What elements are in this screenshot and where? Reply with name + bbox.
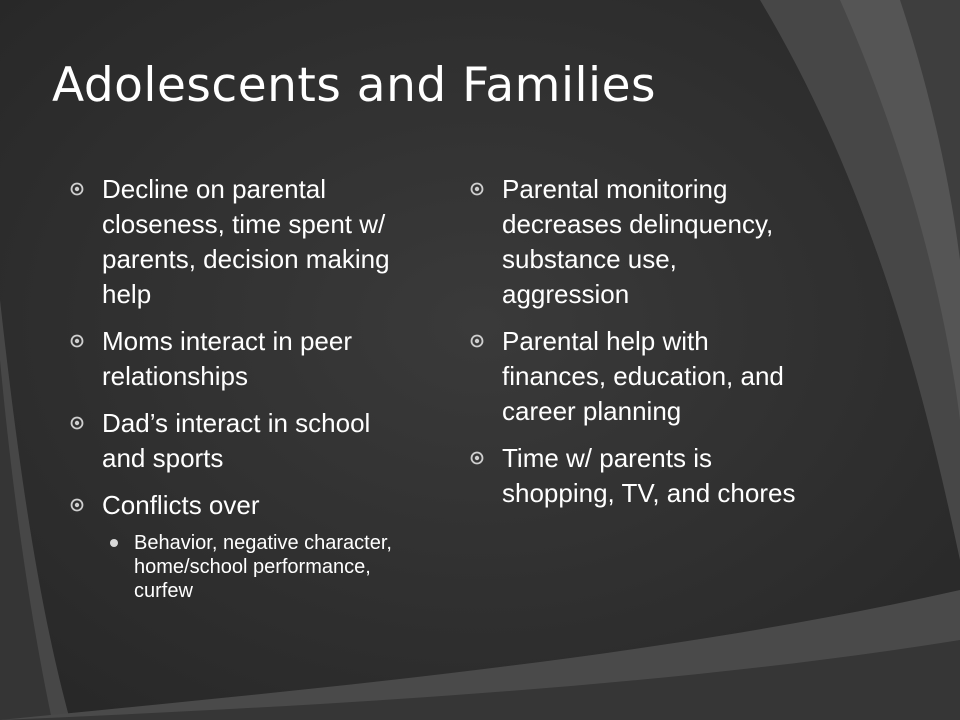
sub-bullet-list: [102, 531, 415, 603]
circle-target-icon: [70, 182, 84, 196]
bullet-item: [70, 172, 415, 312]
circle-target-icon: [70, 416, 84, 430]
bullet-text: Parental help with finances, education, and career planning: [502, 326, 784, 426]
bullet-item: [70, 488, 415, 603]
dot-icon: [110, 539, 118, 547]
circle-target-icon: [70, 498, 84, 512]
sub-bullet-item: [102, 531, 415, 603]
bullet-text: Parental monitoring decreases delinquency, substance use, aggression: [502, 174, 774, 309]
bullet-item: [70, 324, 415, 394]
bullet-item: [470, 441, 810, 511]
circle-target-icon: [470, 182, 484, 196]
bullet-item: [470, 172, 810, 312]
circle-target-icon: [70, 334, 84, 348]
bullet-item: [70, 406, 415, 476]
bullet-text: Decline on parental closeness, time spent w/ parents, decision making help: [102, 174, 390, 309]
bullet-text: Moms interact in peer relationships: [102, 326, 352, 391]
circle-target-icon: [470, 451, 484, 465]
bullet-text: Conflicts over: [102, 490, 260, 520]
bullet-text: Dad’s interact in school and sports: [102, 408, 371, 473]
bullet-text: Time w/ parents is shopping, TV, and chores: [502, 443, 796, 508]
sub-bullet-text: Behavior, negative character, home/school performance, curfew: [134, 532, 392, 602]
right-bullet-list: [470, 172, 810, 523]
slide-title: Adolescents and Families: [52, 58, 657, 113]
left-bullet-list: [70, 172, 415, 615]
bullet-item: [470, 324, 810, 429]
circle-target-icon: [470, 334, 484, 348]
